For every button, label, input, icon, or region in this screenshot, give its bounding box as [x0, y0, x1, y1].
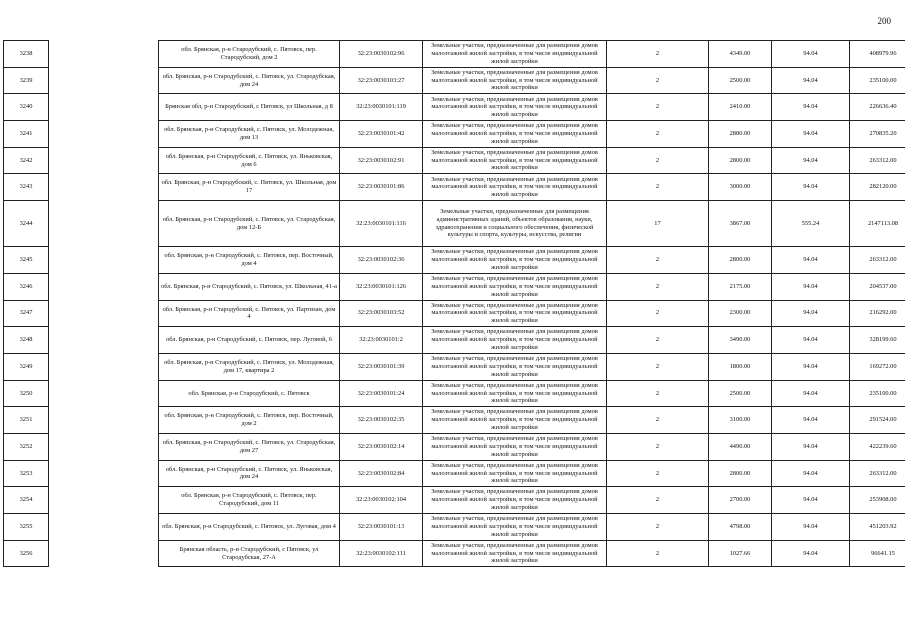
permitted-use-cell: Земельные участки, предназначенные для размещения домов малоэтажной жилой застройки, в том числе индивидуальной жилой застройки — [423, 67, 607, 94]
row-number-cell: 3238 — [4, 41, 49, 68]
cadastral-value-cell: 2147113.08 — [850, 201, 905, 247]
category-cell: 2 — [607, 247, 709, 274]
table-row — [4, 147, 905, 174]
table-row — [4, 247, 905, 274]
address-cell: обл. Брянская, р-н Стародубский, с. Пятовск, ул. Стародубская, дом 12-Б — [159, 201, 340, 247]
cadastral-number-cell: 32:23:0030103:52 — [340, 300, 423, 327]
spacer-cell — [49, 174, 159, 201]
spacer-cell — [49, 433, 159, 460]
area-cell: 2500.00 — [709, 380, 772, 407]
area-cell: 1800.00 — [709, 353, 772, 380]
spacer-cell — [49, 94, 159, 121]
category-cell: 2 — [607, 273, 709, 300]
specific-value-cell: 94.04 — [772, 121, 850, 148]
address-cell: обл. Брянская, р-н Стародубский, с. Пятовск, пер. Восточный, дом 4 — [159, 247, 340, 274]
cadastral-number-cell: 32:23:0030101:42 — [340, 121, 423, 148]
spacer-cell — [49, 201, 159, 247]
address-cell: обл. Брянская, р-н Стародубский, с. Пятовск, ул. Луговая, дом 4 — [159, 514, 340, 541]
category-cell: 2 — [607, 407, 709, 434]
specific-value-cell: 94.04 — [772, 67, 850, 94]
table-row — [4, 353, 905, 380]
cadastral-number-cell: 32:23:0030101:119 — [340, 94, 423, 121]
address-cell: обл. Брянская, р-н Стародубский, с. Пятовск, пер. Стародубский, дом 11 — [159, 487, 340, 514]
address-cell: обл. Брянская, р-н Стародубский, с. Пятовск, пер. Стародубский, дом 2 — [159, 41, 340, 68]
area-cell: 2175.00 — [709, 273, 772, 300]
table-row — [4, 273, 905, 300]
address-cell: обл. Брянская, р-н Стародубский, с. Пятовск, пер. Луговой, 6 — [159, 327, 340, 354]
row-number-cell: 3255 — [4, 514, 49, 541]
spacer-cell — [49, 540, 159, 567]
permitted-use-cell: Земельные участки, предназначенные для размещения домов малоэтажной жилой застройки, в том числе индивидуальной жилой застройки — [423, 327, 607, 354]
permitted-use-cell: Земельные участки, предназначенные для размещения домов малоэтажной жилой застройки, в том числе индивидуальной жилой застройки — [423, 147, 607, 174]
permitted-use-cell: Земельные участки, предназначенные для размещения домов малоэтажной жилой застройки, в том числе индивидуальной жилой застройки — [423, 433, 607, 460]
category-cell: 2 — [607, 433, 709, 460]
cadastral-number-cell: 32:23:0030102:111 — [340, 540, 423, 567]
category-cell: 2 — [607, 41, 709, 68]
cadastral-number-cell: 32:23:0030101:13 — [340, 514, 423, 541]
category-cell: 2 — [607, 460, 709, 487]
row-number-cell: 3252 — [4, 433, 49, 460]
cadastral-value-cell: 282120.00 — [850, 174, 905, 201]
table-row — [4, 41, 905, 68]
cadastral-value-cell: 216292.00 — [850, 300, 905, 327]
specific-value-cell: 94.04 — [772, 247, 850, 274]
table-row — [4, 94, 905, 121]
spacer-cell — [49, 460, 159, 487]
specific-value-cell: 94.04 — [772, 540, 850, 567]
row-number-cell: 3250 — [4, 380, 49, 407]
area-cell: 1027.66 — [709, 540, 772, 567]
area-cell: 2500.00 — [709, 67, 772, 94]
cadastral-value-cell: 96641.15 — [850, 540, 905, 567]
permitted-use-cell: Земельные участки, предназначенные для размещения домов малоэтажной жилой застройки, в том числе индивидуальной жилой застройки — [423, 540, 607, 567]
address-cell: Брянская обл, р-н Стародубский, с Пятовск, ул Школьная, д 8 — [159, 94, 340, 121]
row-number-cell: 3241 — [4, 121, 49, 148]
row-number-cell: 3245 — [4, 247, 49, 274]
table-row — [4, 300, 905, 327]
specific-value-cell: 94.04 — [772, 460, 850, 487]
table-row — [4, 514, 905, 541]
area-cell: 3100.00 — [709, 407, 772, 434]
cadastral-number-cell: 32:23:0030103:27 — [340, 67, 423, 94]
cadastral-value-cell: 204537.00 — [850, 273, 905, 300]
spacer-cell — [49, 487, 159, 514]
category-cell: 2 — [607, 487, 709, 514]
table-row — [4, 174, 905, 201]
cadastral-number-cell: 32:23:0030102:35 — [340, 407, 423, 434]
spacer-cell — [49, 300, 159, 327]
specific-value-cell: 94.04 — [772, 407, 850, 434]
area-cell: 3000.00 — [709, 174, 772, 201]
cadastral-number-cell: 32:23:0030102:91 — [340, 147, 423, 174]
cadastral-number-cell: 32:23:0030101:86 — [340, 174, 423, 201]
address-cell: обл. Брянская, р-н Стародубский, с. Пятовск — [159, 380, 340, 407]
area-cell: 4798.00 — [709, 514, 772, 541]
table-row — [4, 327, 905, 354]
spacer-cell — [49, 327, 159, 354]
category-cell: 17 — [607, 201, 709, 247]
address-cell: Брянская область, р-н Стародубский, с Пятовск, ул Стародубская, 27-А — [159, 540, 340, 567]
table-row — [4, 380, 905, 407]
area-cell: 2880.00 — [709, 121, 772, 148]
table-row — [4, 67, 905, 94]
area-cell: 2800.00 — [709, 460, 772, 487]
row-number-cell: 3244 — [4, 201, 49, 247]
table-row — [4, 460, 905, 487]
address-cell: обл. Брянская, р-н Стародубский, с. Пятовск, ул. Партизан, дом 4 — [159, 300, 340, 327]
cadastral-number-cell: 32:23:0030101:39 — [340, 353, 423, 380]
cadastral-number-cell: 32:23:0030102:84 — [340, 460, 423, 487]
cadastral-value-cell: 226636.40 — [850, 94, 905, 121]
row-number-cell: 3243 — [4, 174, 49, 201]
address-cell: обл. Брянская, р-н Стародубский, с. Пятовск, ул. Школьная, 41-а — [159, 273, 340, 300]
cadastral-value-cell: 270835.20 — [850, 121, 905, 148]
specific-value-cell: 94.04 — [772, 514, 850, 541]
category-cell: 2 — [607, 300, 709, 327]
row-number-cell: 3256 — [4, 540, 49, 567]
permitted-use-cell: Земельные участки, предназначенные для размещения домов малоэтажной жилой застройки, в том числе индивидуальной жилой застройки — [423, 487, 607, 514]
cadastral-value-cell: 408979.96 — [850, 41, 905, 68]
address-cell: обл. Брянская, р-н Стародубский, с. Пятовск, ул. Стародубская, дом 27 — [159, 433, 340, 460]
row-number-cell: 3239 — [4, 67, 49, 94]
spacer-cell — [49, 247, 159, 274]
cadastral-value-cell: 169272.00 — [850, 353, 905, 380]
permitted-use-cell: Земельные участки, предназначенные для размещения домов малоэтажной жилой застройки, в том числе индивидуальной жилой застройки — [423, 514, 607, 541]
row-number-cell: 3249 — [4, 353, 49, 380]
specific-value-cell: 94.04 — [772, 41, 850, 68]
area-cell: 2700.00 — [709, 487, 772, 514]
address-cell: обл. Брянская, р-н Стародубский, с. Пятовск, пер. Восточный, дом 2 — [159, 407, 340, 434]
specific-value-cell: 94.04 — [772, 380, 850, 407]
table-row — [4, 433, 905, 460]
table-row — [4, 487, 905, 514]
area-cell: 2300.00 — [709, 300, 772, 327]
spacer-cell — [49, 514, 159, 541]
address-cell: обл. Брянская, р-н Стародубский, с. Пятовск, ул. Школьная, дом 17 — [159, 174, 340, 201]
table-row — [4, 201, 905, 247]
category-cell: 2 — [607, 121, 709, 148]
land-plot-table — [3, 40, 905, 567]
specific-value-cell: 94.04 — [772, 327, 850, 354]
permitted-use-cell: Земельные участки, предназначенные для размещения домов малоэтажной жилой застройки, в том числе индивидуальной жилой застройки — [423, 407, 607, 434]
specific-value-cell: 94.04 — [772, 174, 850, 201]
category-cell: 2 — [607, 67, 709, 94]
area-cell: 4490.00 — [709, 433, 772, 460]
category-cell: 2 — [607, 540, 709, 567]
table-row — [4, 121, 905, 148]
permitted-use-cell: Земельные участки, предназначенные для размещения домов малоэтажной жилой застройки, в том числе индивидуальной жилой застройки — [423, 273, 607, 300]
cadastral-number-cell: 32:23:0030101:116 — [340, 201, 423, 247]
row-number-cell: 3251 — [4, 407, 49, 434]
address-cell: обл. Брянская, р-н Стародубский, с. Пятовск, ул. Молодежная, дом 13 — [159, 121, 340, 148]
cadastral-value-cell: 422239.60 — [850, 433, 905, 460]
area-cell: 4349.00 — [709, 41, 772, 68]
cadastral-value-cell: 253908.00 — [850, 487, 905, 514]
category-cell: 2 — [607, 94, 709, 121]
spacer-cell — [49, 67, 159, 94]
cadastral-value-cell: 263312.00 — [850, 460, 905, 487]
spacer-cell — [49, 41, 159, 68]
cadastral-number-cell: 32:23:0030102:104 — [340, 487, 423, 514]
area-cell: 3867.00 — [709, 201, 772, 247]
permitted-use-cell: Земельные участки, предназначенные для размещения домов малоэтажной жилой застройки, в том числе индивидуальной жилой застройки — [423, 300, 607, 327]
row-number-cell: 3247 — [4, 300, 49, 327]
page-number: 200 — [877, 16, 891, 26]
row-number-cell: 3248 — [4, 327, 49, 354]
table-body — [4, 41, 905, 567]
table-row — [4, 540, 905, 567]
cadastral-value-cell: 451203.92 — [850, 514, 905, 541]
specific-value-cell: 94.04 — [772, 147, 850, 174]
area-cell: 3490.00 — [709, 327, 772, 354]
permitted-use-cell: Земельные участки, предназначенные для размещения домов малоэтажной жилой застройки, в том числе индивидуальной жилой застройки — [423, 41, 607, 68]
permitted-use-cell: Земельные участки, предназначенные для размещения домов малоэтажной жилой застройки, в том числе индивидуальной жилой застройки — [423, 380, 607, 407]
category-cell: 2 — [607, 147, 709, 174]
spacer-cell — [49, 353, 159, 380]
area-cell: 2800.00 — [709, 247, 772, 274]
specific-value-cell: 94.04 — [772, 94, 850, 121]
permitted-use-cell: Земельные участки, предназначенные для размещения домов малоэтажной жилой застройки, в том числе индивидуальной жилой застройки — [423, 94, 607, 121]
area-cell: 2410.00 — [709, 94, 772, 121]
row-number-cell: 3240 — [4, 94, 49, 121]
specific-value-cell: 94.04 — [772, 487, 850, 514]
table-row — [4, 407, 905, 434]
cadastral-number-cell: 32:23:0030102:96 — [340, 41, 423, 68]
category-cell: 2 — [607, 174, 709, 201]
cadastral-value-cell: 235100.00 — [850, 380, 905, 407]
cadastral-value-cell: 235100.00 — [850, 67, 905, 94]
row-number-cell: 3253 — [4, 460, 49, 487]
row-number-cell: 3246 — [4, 273, 49, 300]
spacer-cell — [49, 380, 159, 407]
specific-value-cell: 94.04 — [772, 433, 850, 460]
spacer-cell — [49, 273, 159, 300]
cadastral-number-cell: 32:23:0030101:2 — [340, 327, 423, 354]
area-cell: 2800.00 — [709, 147, 772, 174]
address-cell: обл. Брянская, р-н Стародубский, с. Пятовск, ул. Яньковская, дом 24 — [159, 460, 340, 487]
address-cell: обл. Брянская, р-н Стародубский, с. Пятовск, ул. Стародубская, дом 24 — [159, 67, 340, 94]
address-cell: обл. Брянская, р-н Стародубский, с. Пятовск, ул. Молодежная, дом 17, квартира 2 — [159, 353, 340, 380]
spacer-cell — [49, 121, 159, 148]
row-number-cell: 3254 — [4, 487, 49, 514]
address-cell: обл. Брянская, р-н Стародубский, с. Пятовск, ул. Яньковская, дом 6 — [159, 147, 340, 174]
category-cell: 2 — [607, 327, 709, 354]
row-number-cell: 3242 — [4, 147, 49, 174]
cadastral-value-cell: 263312.00 — [850, 147, 905, 174]
cadastral-number-cell: 32:23:0030101:24 — [340, 380, 423, 407]
spacer-cell — [49, 407, 159, 434]
specific-value-cell: 94.04 — [772, 300, 850, 327]
permitted-use-cell: Земельные участки, предназначенные для размещения домов малоэтажной жилой застройки, в том числе индивидуальной жилой застройки — [423, 460, 607, 487]
cadastral-value-cell: 263312.00 — [850, 247, 905, 274]
cadastral-value-cell: 328199.60 — [850, 327, 905, 354]
specific-value-cell: 555.24 — [772, 201, 850, 247]
specific-value-cell: 94.04 — [772, 273, 850, 300]
permitted-use-cell: Земельные участки, предназначенные для размещения административных зданий, объектов образования, науки, здравоохранения и социального обеспечения, физической культуры и спорта, культуры, искусства, религии — [423, 201, 607, 247]
cadastral-number-cell: 32:23:0030101:126 — [340, 273, 423, 300]
category-cell: 2 — [607, 353, 709, 380]
cadastral-number-cell: 32:23:0030102:14 — [340, 433, 423, 460]
permitted-use-cell: Земельные участки, предназначенные для размещения домов малоэтажной жилой застройки, в том числе индивидуальной жилой застройки — [423, 353, 607, 380]
permitted-use-cell: Земельные участки, предназначенные для размещения домов малоэтажной жилой застройки, в том числе индивидуальной жилой застройки — [423, 174, 607, 201]
permitted-use-cell: Земельные участки, предназначенные для размещения домов малоэтажной жилой застройки, в том числе индивидуальной жилой застройки — [423, 247, 607, 274]
spacer-cell — [49, 147, 159, 174]
permitted-use-cell: Земельные участки, предназначенные для размещения домов малоэтажной жилой застройки, в том числе индивидуальной жилой застройки — [423, 121, 607, 148]
cadastral-number-cell: 32:23:0030102:36 — [340, 247, 423, 274]
cadastral-value-cell: 291524.00 — [850, 407, 905, 434]
category-cell: 2 — [607, 380, 709, 407]
specific-value-cell: 94.04 — [772, 353, 850, 380]
category-cell: 2 — [607, 514, 709, 541]
